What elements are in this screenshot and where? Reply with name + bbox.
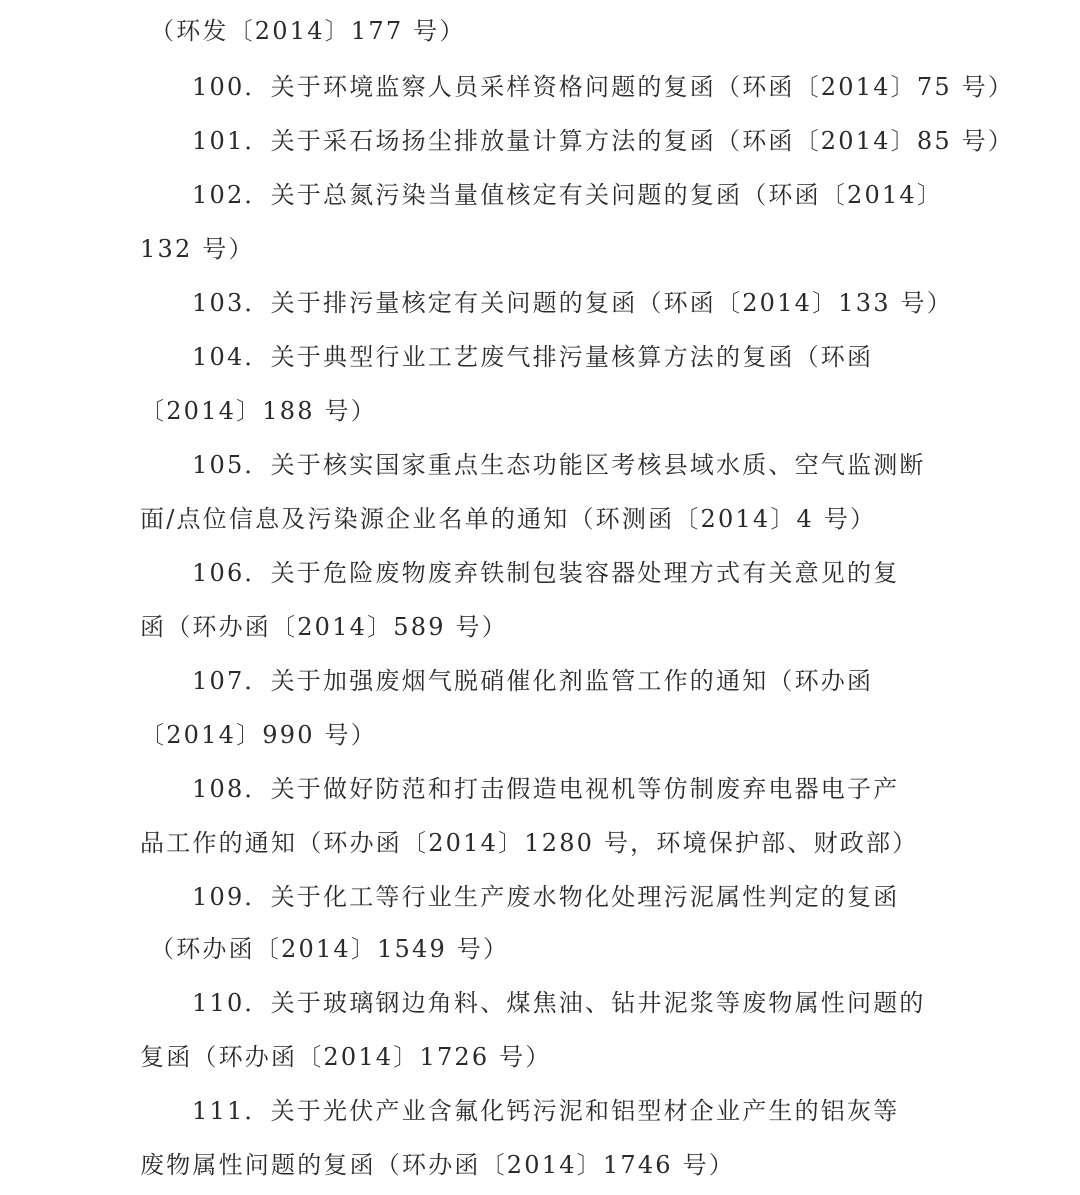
list-item-109: 109．关于化工等行业生产废水物化处理污泥属性判定的复函 <box>192 883 900 911</box>
list-item-107: 107．关于加强废烟气脱硝催化剂监管工作的通知（环办函 <box>192 667 874 695</box>
list-item-105-continuation: 面/点位信息及污染源企业名单的通知（环测函〔2014〕4 号） <box>140 505 877 533</box>
list-item-110-continuation: 复函（环办函〔2014〕1726 号） <box>140 1043 552 1071</box>
list-item-104: 104．关于典型行业工艺废气排污量核算方法的复函（环函 <box>192 343 874 371</box>
list-item-105: 105．关于核实国家重点生态功能区考核县域水质、空气监测断 <box>192 451 926 479</box>
list-item-103: 103．关于排污量核定有关问题的复函（环函〔2014〕133 号） <box>192 289 953 317</box>
list-item-100: 100．关于环境监察人员采样资格问题的复函（环函〔2014〕75 号） <box>192 73 1015 101</box>
list-item-110: 110．关于玻璃钢边角料、煤焦油、钻井泥浆等废物属性问题的 <box>192 989 926 1017</box>
list-item-111: 111．关于光伏产业含氟化钙污泥和铝型材企业产生的铝灰等 <box>192 1097 900 1125</box>
list-item-101: 101．关于采石场扬尘排放量计算方法的复函（环函〔2014〕85 号） <box>192 127 1015 155</box>
list-item-102: 102．关于总氮污染当量值核定有关问题的复函（环函〔2014〕 <box>192 181 944 209</box>
list-item-108: 108．关于做好防范和打击假造电视机等仿制废弃电器电子产 <box>192 775 900 803</box>
list-item-106-continuation: 函（环办函〔2014〕589 号） <box>140 613 508 641</box>
list-item-111-continuation: 废物属性问题的复函（环办函〔2014〕1746 号） <box>140 1151 735 1179</box>
list-item-102-continuation: 132 号） <box>140 235 255 263</box>
list-item-108-continuation: 品工作的通知（环办函〔2014〕1280 号，环境保护部、财政部） <box>140 829 919 857</box>
list-item-107-continuation: 〔2014〕990 号） <box>140 721 377 749</box>
text-line-continuation: （环发〔2014〕177 号） <box>150 17 466 45</box>
list-item-106: 106．关于危险废物废弃铁制包装容器处理方式有关意见的复 <box>192 559 900 587</box>
list-item-109-continuation: （环办函〔2014〕1549 号） <box>150 935 510 963</box>
list-item-104-continuation: 〔2014〕188 号） <box>140 397 377 425</box>
